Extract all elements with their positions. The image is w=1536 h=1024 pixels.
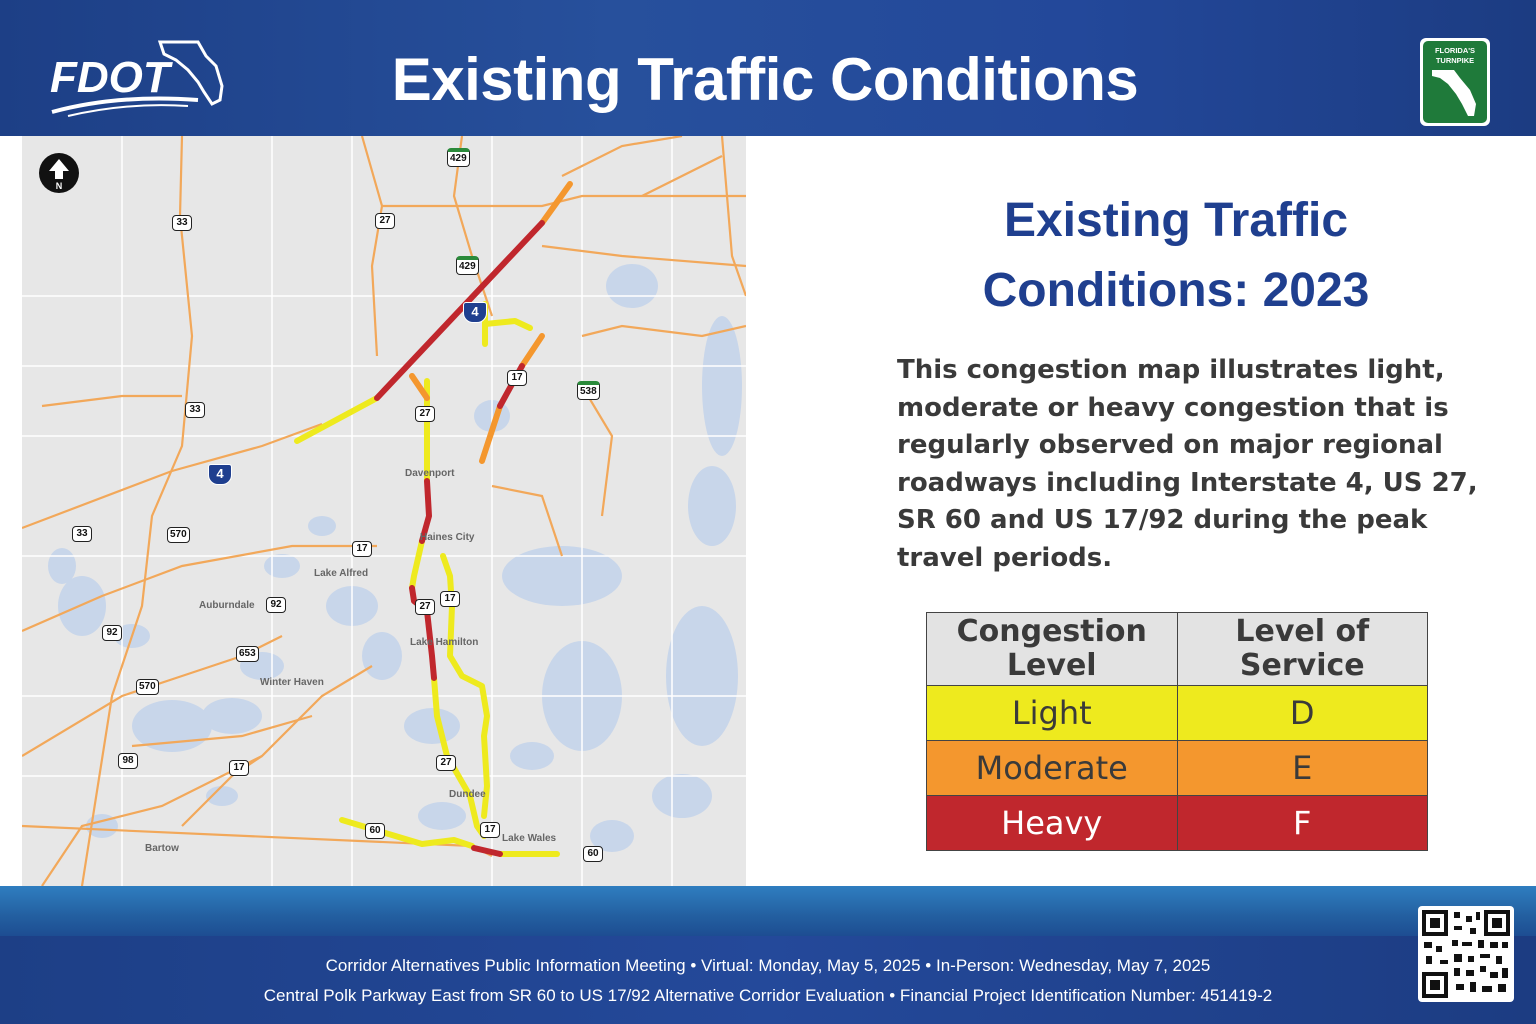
place-label: Auburndale: [199, 600, 255, 611]
svg-text:FLORIDA'S: FLORIDA'S: [1434, 46, 1476, 55]
route-shield: 17: [440, 591, 460, 607]
footer-meeting-info: Corridor Alternatives Public Information Meeting • Virtual: Monday, May 5, 2025 • In-Person: Wednesday, May 7, 2025: [325, 956, 1211, 975]
svg-text:FDOT: FDOT: [50, 53, 170, 102]
route-shield: 4: [463, 302, 487, 323]
route-shield: 33: [172, 215, 192, 231]
congestion-map: [22, 136, 746, 886]
place-label: Dundee: [449, 789, 486, 800]
route-shield: 60: [365, 823, 385, 839]
congestion-legend-table: [926, 612, 1428, 851]
route-shield: 33: [185, 402, 205, 418]
header-banner: [0, 0, 1536, 136]
legend-col-congestion-level: Congestion Level: [927, 613, 1178, 686]
legend-row-light: [927, 686, 1428, 741]
svg-text:TURNPIKE: TURNPIKE: [1435, 56, 1475, 65]
footer: [0, 936, 1536, 1024]
page-title: Existing Traffic Conditions: [391, 46, 1139, 113]
panel-title-line1: Existing Traffic: [1003, 194, 1349, 247]
route-shield: 27: [415, 599, 435, 615]
place-label: Haines City: [420, 532, 475, 543]
route-shield: 570: [136, 679, 159, 695]
footer-project-info: Central Polk Parkway East from SR 60 to US 17/92 Alternative Corridor Evaluation • Financial Project Identification Number: 451419-2: [263, 986, 1273, 1005]
florida-turnpike-logo: [1420, 38, 1490, 126]
route-shield: 538: [577, 381, 600, 400]
place-label: Winter Haven: [260, 677, 324, 688]
route-shield: 429: [456, 256, 479, 275]
panel-description: This congestion map illustrates light, moderate or heavy congestion that is regularly observed on major regional roadways including Interstate 4, US 27, SR 60 and US 17/92 during the peak travel periods.: [897, 355, 1478, 573]
route-shield: 92: [102, 625, 122, 641]
decorative-band: [0, 886, 1536, 936]
legend-col-level-of-service: Level of Service: [1177, 613, 1428, 686]
route-shield: 429: [447, 148, 470, 167]
place-label: Davenport: [405, 468, 455, 479]
route-shield: 17: [480, 822, 500, 838]
route-shield: 60: [583, 846, 603, 862]
route-shield: 27: [375, 213, 395, 229]
route-shield: 17: [352, 541, 372, 557]
route-shield: 33: [72, 526, 92, 542]
route-shield: 17: [229, 760, 249, 776]
route-shield: 27: [436, 755, 456, 771]
legend-level: Moderate: [927, 741, 1178, 796]
north-arrow-icon: [38, 152, 80, 194]
legend-header-row: [927, 613, 1428, 686]
qr-code-icon[interactable]: [1418, 906, 1514, 1002]
legend-row-heavy: [927, 796, 1428, 851]
legend-los: F: [1177, 796, 1428, 851]
place-label: Lake Hamilton: [410, 637, 479, 648]
legend-level: Heavy: [927, 796, 1178, 851]
place-label: Lake Wales: [502, 833, 557, 844]
route-shield: 570: [167, 527, 190, 543]
place-label: Lake Alfred: [314, 568, 369, 579]
fdot-logo: [48, 38, 228, 118]
legend-los: D: [1177, 686, 1428, 741]
legend-level: Light: [927, 686, 1178, 741]
route-shield: 4: [208, 464, 232, 485]
route-shield: 17: [507, 370, 527, 386]
legend-row-moderate: [927, 741, 1428, 796]
panel-title-line2: Conditions: 2023: [982, 264, 1370, 317]
route-shield: 92: [266, 597, 286, 613]
route-shield: 653: [236, 646, 259, 662]
place-label: Bartow: [145, 843, 179, 854]
route-shield: 98: [118, 753, 138, 769]
route-shield: 27: [415, 406, 435, 422]
panel-title: [900, 186, 1452, 326]
north-arrow-label: N: [55, 181, 63, 191]
legend-los: E: [1177, 741, 1428, 796]
